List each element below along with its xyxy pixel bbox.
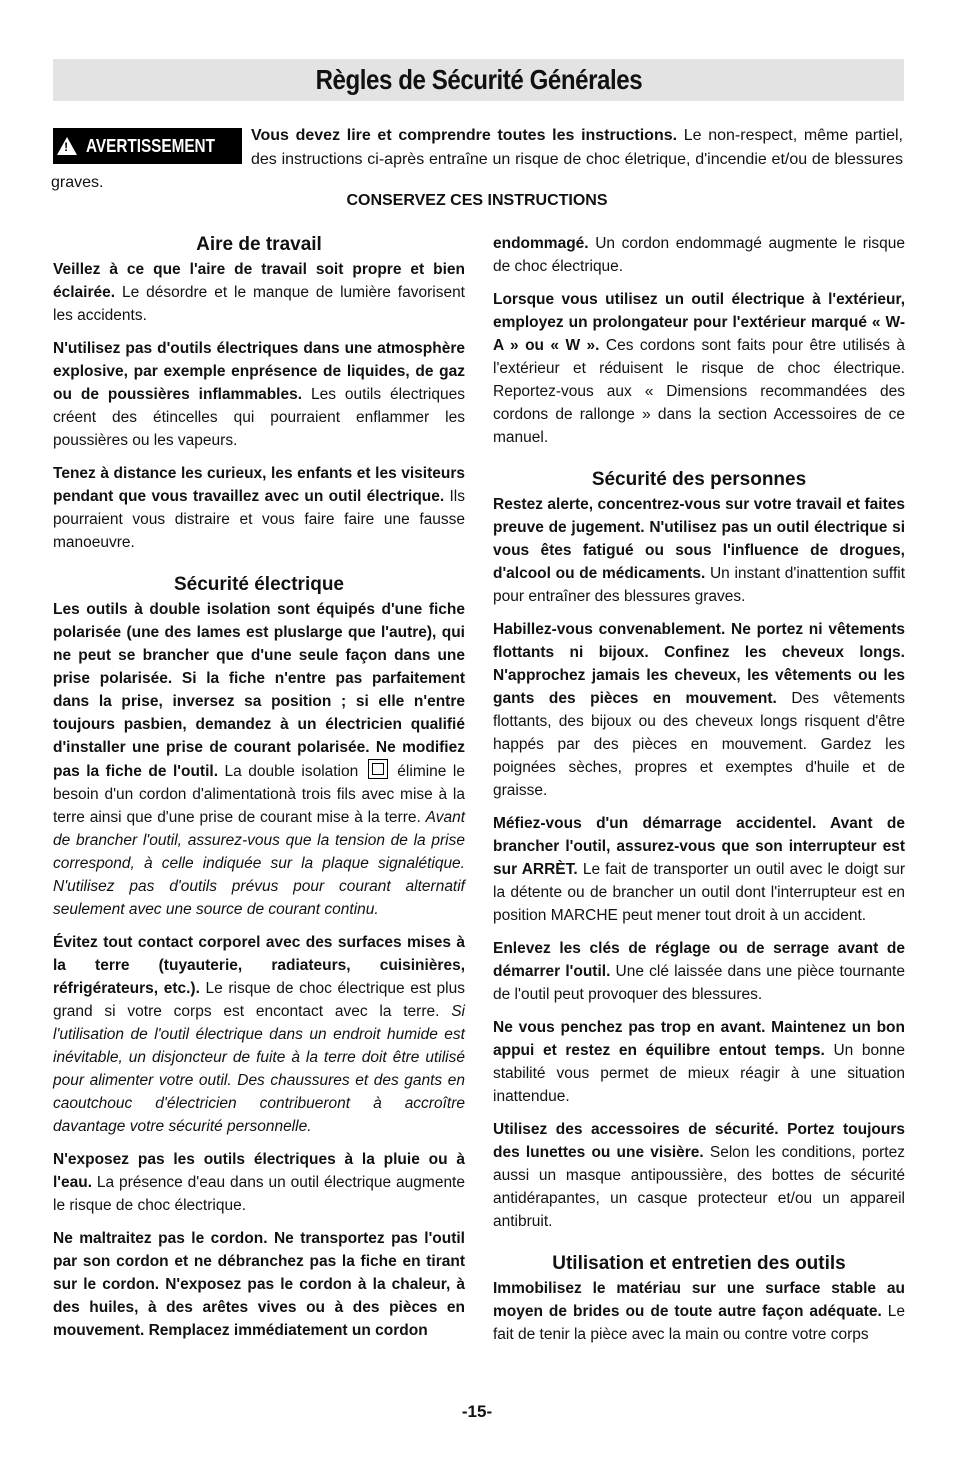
- warning-text: Vous devez lire et comprendre toutes les instructions. Le non-respect, même partiel, des instructions ci-après entraîne un risque de choc életrique, d'incendie et/ou de blessures graves.: [51, 127, 903, 191]
- paragraph: Lorsque vous utilisez un outil électrique à l'extérieur, employez un prolongateur pour l'extérieur marqué « W-A » ou « W ». Ces cordons sont faits pour être utilisés à l'extérieur et réduisent le risque de choc électrique. Reportez-vous aux « Dimensions recommandées des cordons de rallonge » dans la section Accessoires de ce manuel.: [493, 291, 905, 446]
- section-title-tool-use-care: Utilisation et entretien des outils: [552, 1253, 846, 1274]
- warning-triangle-icon: !: [57, 137, 77, 155]
- section-title-electrical-safety: Sécurité électrique: [173, 574, 345, 595]
- warning-badge: [53, 128, 242, 164]
- paragraph: Évitez tout contact corporel avec des surfaces mises à la terre (tuyauterie, radiateurs, cuisinières, réfrigérateurs, etc.). Le risque de choc électrique est plus grand si votre corps est encontact avec la terre. Si l'utilisation de l'outil électrique dans un endroit humide est inévitable, un disjoncteur de fuite à la terre doit être utilisé pour alimenter votre outil. Des chaussures et des gants en caoutchouc d'électricien contribueront à accroître davantage votre sécurité personnelle.: [53, 934, 465, 1135]
- paragraph: Restez alerte, concentrez-vous sur votre travail et faites preuve de jugement. N'utilisez pas un outil électrique si vous êtes fatigué ou sous l'influence de drogues, d'alcool ou de médicaments. Un instant d'inattention suffit pour entraîner des blessures graves.: [493, 496, 905, 605]
- warning-label: AVERTISSEMENT: [86, 135, 216, 156]
- section-title-personal-safety: Sécurité des personnes: [591, 469, 807, 490]
- paragraph: Les outils à double isolation sont équipés d'une fiche polarisée (une des lames est pluslarge que l'autre), qui ne peut se brancher que d'une seule façon dans une prise polarisée. Si la fiche n'entre pas parfaitement dans la prise, inversez sa position ; si elle n'entre toujours pasbien, demandez à un électricien qualifié d'installer une prise de courant polarisée. Ne modifiez pas la fiche de l'outil. La double isolation élimine le besoin d'un cordon d'alimentationà trois fils avec mise à la terre ainsi que d'une prise de courant mise à la terre. Avant de brancher l'outil, assurez-vous que la tension de la prise correspond, à celle indiquée sur la plaque signalétique. N'utilisez pas d'outils prévus pour courant alternatif seulement avec une source de courant continu.: [53, 601, 465, 918]
- paragraph: Enlevez les clés de réglage ou de serrage avant de démarrer l'outil. Une clé laissée dans une pièce tournante de l'outil peut provoquer des blessures.: [493, 940, 905, 1003]
- double-insulation-icon: [368, 759, 388, 779]
- left-column: [53, 232, 465, 1352]
- paragraph: Veillez à ce que l'aire de travail soit propre et bien éclairée. Le désordre et le manque de lumière favorisent les accidents.: [53, 261, 465, 324]
- page-title: Règles de Sécurité Générales: [315, 64, 642, 95]
- paragraph: N'utilisez pas d'outils électriques dans une atmosphère explosive, par exemple enprésence de liquides, de gaz ou de poussières inflammables. Les outils électriques créent des étincelles qui pourraient enflammer les poussières ou les vapeurs.: [53, 340, 465, 449]
- paragraph: Immobilisez le matériau sur une surface stable au moyen de brides ou de toute autre façon adéquate. Le fait de tenir la pièce avec la main ou contre votre corps: [493, 1280, 905, 1343]
- title-bar: [53, 59, 904, 101]
- paragraph: Tenez à distance les curieux, les enfants et les visiteurs pendant que vous travaillez avec un outil électrique. Ils pourraient vous distraire et vous faire faire une fausse manoeuvre.: [53, 465, 465, 551]
- right-column: [493, 232, 905, 1356]
- section-title-work-area: Aire de travail: [196, 234, 322, 255]
- conserve-instructions: CONSERVEZ CES INSTRUCTIONS: [346, 192, 608, 209]
- paragraph: Ne maltraitez pas le cordon. Ne transportez pas l'outil par son cordon et ne débranchez pas la fiche en tirant sur le cordon. N'exposez pas le cordon à la chaleur, à des huiles, à des arêtes vives ou à des pièces en mouvement. Remplacez immédiatement un cordon: [53, 1230, 465, 1339]
- page-number: -15-: [461, 1402, 493, 1421]
- paragraph: N'exposez pas les outils électriques à la pluie ou à l'eau. La présence d'eau dans un outil électrique augmente le risque de choc électrique.: [53, 1151, 465, 1214]
- paragraph: Ne vous penchez pas trop en avant. Maintenez un bon appui et restez en équilibre entout temps. Un bonne stabilité vous permet de mieux réagir à une situation inattendue.: [493, 1019, 906, 1105]
- paragraph: Habillez-vous convenablement. Ne portez ni vêtements flottants ni bijoux. Confinez les cheveux longs. N'approchez jamais les cheveux, les vêtements ou les gants des pièces en mouvement. Des vêtements flottants, des bijoux ou des cheveux longs risquent d'être happés par des pièces en mouvement. Gardez les poignées sèches, propres et exemptes d'huile et de graisse.: [493, 621, 905, 799]
- paragraph: endommagé. Un cordon endommagé augmente le risque de choc électrique.: [493, 235, 905, 275]
- paragraph: Utilisez des accessoires de sécurité. Portez toujours des lunettes ou une visière. Selon les conditions, portez aussi un masque antipoussière, des bottes de sécurité antidérapantes, un casque protecteur et/ou un appareil antibruit.: [493, 1121, 905, 1230]
- paragraph: Méfiez-vous d'un démarrage accidentel. Avant de brancher l'outil, assurez-vous que son interrupteur est sur ARRÈT. Le fait de transporter un outil avec le doigt sur la détente ou de brancher un outil dont l'interrupteur est en position MARCHE peut mener tout droit à un accident.: [493, 815, 906, 924]
